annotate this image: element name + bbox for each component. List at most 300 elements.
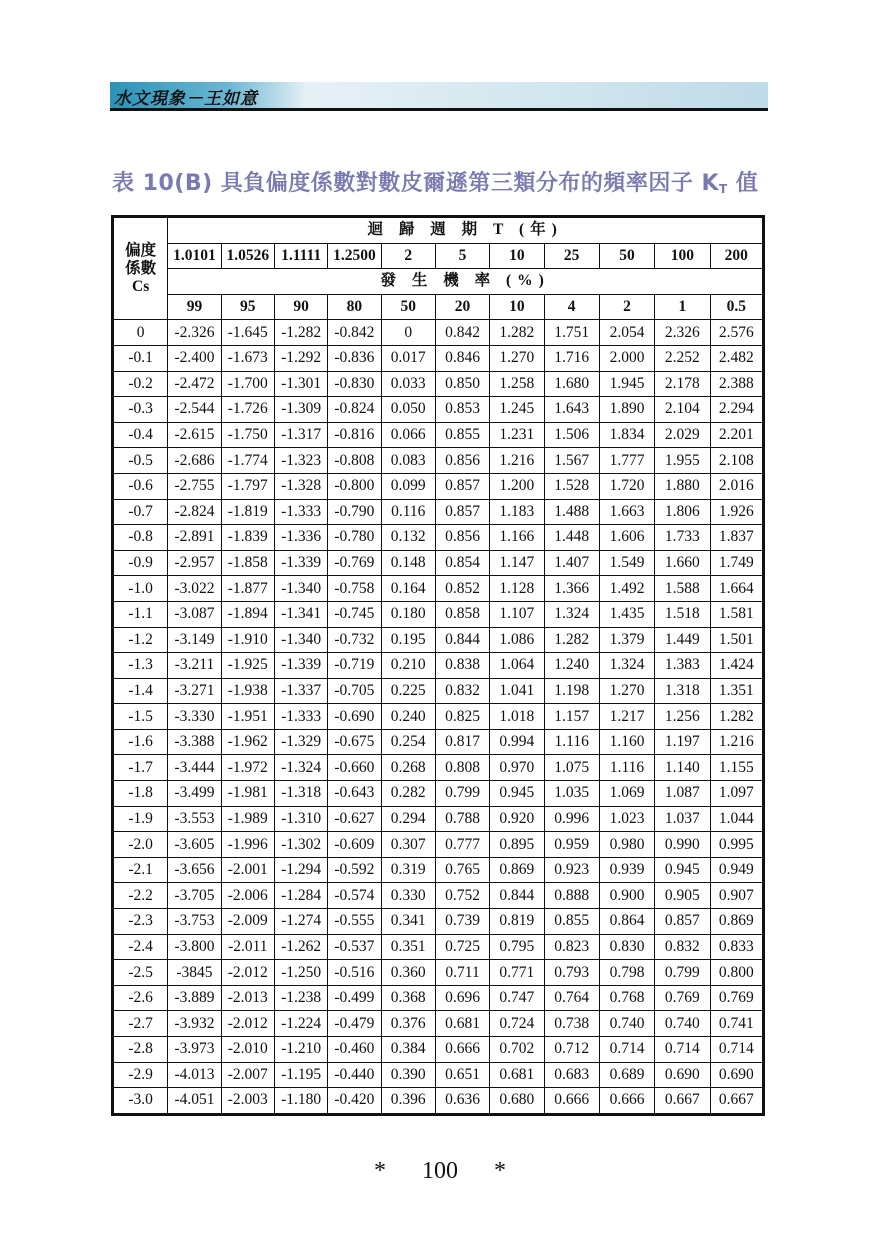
kt-value-cell: 0.696 xyxy=(435,985,489,1011)
table-row xyxy=(113,627,764,653)
kt-value-cell: 2.000 xyxy=(599,345,654,371)
kt-value-cell: 0.920 xyxy=(490,806,544,832)
kt-value-cell: -0.816 xyxy=(328,422,381,448)
kt-value-cell: 1.140 xyxy=(655,755,710,781)
kt-value-cell: 2.294 xyxy=(710,397,764,423)
kt-value-cell: 1.282 xyxy=(544,627,599,653)
kt-value-cell: -0.780 xyxy=(328,525,381,551)
kt-value-cell: 0.083 xyxy=(381,448,435,474)
kt-value-cell: 0.738 xyxy=(544,1011,599,1037)
kt-value-cell: 0.765 xyxy=(435,857,489,883)
kt-value-cell: 0.769 xyxy=(710,985,764,1011)
kt-value-cell: 1.166 xyxy=(490,525,544,551)
table-title-text: 表 10(B) 具負偏度係數對數皮爾遜第三類分布的頻率因子 K xyxy=(112,171,720,196)
kt-value-cell: -1.726 xyxy=(221,397,274,423)
skew-coefficient-cell: -1.2 xyxy=(113,627,168,653)
kt-value-cell: 1.282 xyxy=(490,320,544,346)
kt-value-cell: 0.714 xyxy=(599,1037,654,1063)
table-title-suffix: 值 xyxy=(727,171,759,196)
kt-value-cell: 0.769 xyxy=(655,985,710,1011)
kt-value-cell: 2.178 xyxy=(655,371,710,397)
kt-value-cell: -4.013 xyxy=(168,1062,221,1088)
kt-value-cell: -0.758 xyxy=(328,576,381,602)
kt-value-cell: 0.666 xyxy=(544,1088,599,1115)
kt-value-cell: 1.256 xyxy=(655,704,710,730)
skew-header-line3: Cs xyxy=(132,277,150,295)
kt-value-cell: 1.324 xyxy=(599,653,654,679)
kt-value-cell: 0.833 xyxy=(710,934,764,960)
kt-value-cell: 0.857 xyxy=(435,473,489,499)
kt-value-cell: 0.681 xyxy=(435,1011,489,1037)
table-row xyxy=(113,806,764,832)
skew-coefficient-cell: -0.7 xyxy=(113,499,168,525)
kt-value-cell: 1.506 xyxy=(544,422,599,448)
kt-value-cell: -1.180 xyxy=(274,1088,327,1115)
kt-value-cell: 2.016 xyxy=(710,473,764,499)
kt-value-cell: 0.844 xyxy=(490,883,544,909)
kt-value-cell: 0.651 xyxy=(435,1062,489,1088)
kt-value-cell: 0.905 xyxy=(655,883,710,909)
kt-value-cell: 1.128 xyxy=(490,576,544,602)
kt-value-cell: -1.294 xyxy=(274,857,327,883)
kt-value-cell: -2.686 xyxy=(168,448,221,474)
return-period-cell: 200 xyxy=(710,243,764,269)
skew-coefficient-cell: -1.8 xyxy=(113,781,168,807)
skew-coefficient-cell: -1.3 xyxy=(113,653,168,679)
table-row xyxy=(113,1088,764,1115)
kt-value-cell: -1.302 xyxy=(274,832,327,858)
kt-value-cell: 0.996 xyxy=(544,806,599,832)
kt-value-cell: 0.210 xyxy=(381,653,435,679)
kt-value-cell: 1.777 xyxy=(599,448,654,474)
kt-value-cell: 0.099 xyxy=(381,473,435,499)
kt-value-cell: 0.799 xyxy=(655,960,710,986)
kt-value-cell: 0.033 xyxy=(381,371,435,397)
kt-value-cell: -3.444 xyxy=(168,755,221,781)
kt-value-cell: 0.819 xyxy=(490,909,544,935)
skew-coefficient-cell: -2.4 xyxy=(113,934,168,960)
skew-coefficient-cell: -0.2 xyxy=(113,371,168,397)
kt-value-cell: -3.499 xyxy=(168,781,221,807)
kt-value-cell: 0.282 xyxy=(381,781,435,807)
kt-value-cell: 0.376 xyxy=(381,1011,435,1037)
kt-value-cell: 1.069 xyxy=(599,781,654,807)
skew-coefficient-cell: -0.6 xyxy=(113,473,168,499)
kt-value-cell: 0.368 xyxy=(381,985,435,1011)
table-row xyxy=(113,909,764,935)
kt-value-cell: 1.245 xyxy=(490,397,544,423)
table-row xyxy=(113,934,764,960)
kt-value-cell: 1.160 xyxy=(599,729,654,755)
kt-value-cell: -2.957 xyxy=(168,550,221,576)
kt-value-cell: 1.366 xyxy=(544,576,599,602)
kt-value-cell: -1.337 xyxy=(274,678,327,704)
kt-value-cell: -1.750 xyxy=(221,422,274,448)
table-row xyxy=(113,397,764,423)
skew-coefficient-cell: -2.3 xyxy=(113,909,168,935)
kt-value-cell: 0.711 xyxy=(435,960,489,986)
footer-star-right: * xyxy=(494,1158,506,1184)
kt-value-cell: -0.769 xyxy=(328,550,381,576)
kt-value-cell: -1.981 xyxy=(221,781,274,807)
kt-value-cell: 1.231 xyxy=(490,422,544,448)
kt-value-cell: 1.097 xyxy=(710,781,764,807)
kt-value-cell: 1.751 xyxy=(544,320,599,346)
kt-value-cell: 0.800 xyxy=(710,960,764,986)
kt-value-cell: 1.890 xyxy=(599,397,654,423)
kt-value-cell: 0.795 xyxy=(490,934,544,960)
kt-value-cell: -1.310 xyxy=(274,806,327,832)
kt-value-cell: -1.329 xyxy=(274,729,327,755)
kt-value-cell: 0.254 xyxy=(381,729,435,755)
skew-coefficient-cell: -0.4 xyxy=(113,422,168,448)
kt-value-cell: 1.424 xyxy=(710,653,764,679)
return-period-cell: 25 xyxy=(544,243,599,269)
kt-value-cell: -1.292 xyxy=(274,345,327,371)
kt-value-cell: -3.022 xyxy=(168,576,221,602)
kt-value-cell: 1.216 xyxy=(710,729,764,755)
kt-value-cell: 1.664 xyxy=(710,576,764,602)
kt-value-cell: 0.842 xyxy=(435,320,489,346)
kt-value-cell: -1.673 xyxy=(221,345,274,371)
kt-value-cell: 1.270 xyxy=(599,678,654,704)
skew-coefficient-cell: -2.5 xyxy=(113,960,168,986)
probability-cell: 0.5 xyxy=(710,294,764,320)
kt-value-cell: 1.147 xyxy=(490,550,544,576)
kt-value-cell: 0.360 xyxy=(381,960,435,986)
kt-value-cell: -3.889 xyxy=(168,985,221,1011)
kt-value-cell: 1.270 xyxy=(490,345,544,371)
kt-value-cell: 1.116 xyxy=(544,729,599,755)
kt-value-cell: 0.702 xyxy=(490,1037,544,1063)
page-number: 100 xyxy=(422,1158,458,1184)
kt-value-cell: -1.262 xyxy=(274,934,327,960)
kt-value-cell: 0.050 xyxy=(381,397,435,423)
kt-value-cell: -1.894 xyxy=(221,601,274,627)
kt-value-cell: 0.384 xyxy=(381,1037,435,1063)
kt-value-cell: 0.636 xyxy=(435,1088,489,1115)
kt-value-cell: 0.680 xyxy=(490,1088,544,1115)
return-period-cell: 1.2500 xyxy=(328,243,381,269)
kt-value-cell: 0.747 xyxy=(490,985,544,1011)
kt-value-cell: 1.449 xyxy=(655,627,710,653)
kt-value-cell: -0.574 xyxy=(328,883,381,909)
kt-value-cell: -0.705 xyxy=(328,678,381,704)
kt-value-cell: 0.823 xyxy=(544,934,599,960)
kt-value-cell: 2.201 xyxy=(710,422,764,448)
kt-value-cell: -1.989 xyxy=(221,806,274,832)
kt-value-cell: 1.018 xyxy=(490,704,544,730)
kt-value-cell: 1.501 xyxy=(710,627,764,653)
table-row xyxy=(113,781,764,807)
kt-value-cell: 0.980 xyxy=(599,832,654,858)
kt-value-cell: 0.667 xyxy=(710,1088,764,1115)
kt-value-cell: -1.700 xyxy=(221,371,274,397)
kt-value-cell: -1.333 xyxy=(274,499,327,525)
kt-value-cell: -1.645 xyxy=(221,320,274,346)
kt-value-cell: 1.945 xyxy=(599,371,654,397)
kt-value-cell: 0.855 xyxy=(435,422,489,448)
kt-value-cell: -0.592 xyxy=(328,857,381,883)
kt-value-cell: -1.238 xyxy=(274,985,327,1011)
skew-coefficient-cell: -2.8 xyxy=(113,1037,168,1063)
kt-value-cell: 0.949 xyxy=(710,857,764,883)
kt-value-cell: 1.660 xyxy=(655,550,710,576)
table-row xyxy=(113,729,764,755)
kt-value-cell: 2.252 xyxy=(655,345,710,371)
kt-value-cell: -2.891 xyxy=(168,525,221,551)
kt-value-cell: 0.853 xyxy=(435,397,489,423)
kt-value-cell: 1.200 xyxy=(490,473,544,499)
kt-value-cell: -2.326 xyxy=(168,320,221,346)
kt-value-cell: 0.240 xyxy=(381,704,435,730)
kt-value-cell: 2.029 xyxy=(655,422,710,448)
kt-value-cell: 1.157 xyxy=(544,704,599,730)
kt-value-cell: -0.824 xyxy=(328,397,381,423)
kt-value-cell: 1.749 xyxy=(710,550,764,576)
probability-cell: 20 xyxy=(435,294,489,320)
return-period-cell: 10 xyxy=(490,243,544,269)
skew-coefficient-cell: -1.1 xyxy=(113,601,168,627)
table-body xyxy=(113,320,764,1114)
kt-value-cell: -2.012 xyxy=(221,960,274,986)
kt-value-cell: -0.719 xyxy=(328,653,381,679)
kt-value-cell: -1.324 xyxy=(274,755,327,781)
kt-value-cell: 1.035 xyxy=(544,781,599,807)
table-row xyxy=(113,678,764,704)
kt-value-cell: 1.588 xyxy=(655,576,710,602)
kt-value-cell: -2.009 xyxy=(221,909,274,935)
kt-value-cell: 1.716 xyxy=(544,345,599,371)
kt-value-cell: -1.282 xyxy=(274,320,327,346)
skew-coefficient-cell: 0 xyxy=(113,320,168,346)
kt-value-cell: -1.819 xyxy=(221,499,274,525)
skew-coefficient-cell: -2.0 xyxy=(113,832,168,858)
kt-value-cell: -1.925 xyxy=(221,653,274,679)
kt-value-cell: -0.830 xyxy=(328,371,381,397)
kt-value-cell: -0.440 xyxy=(328,1062,381,1088)
table-row xyxy=(113,601,764,627)
table-row xyxy=(113,345,764,371)
kt-value-cell: 0.857 xyxy=(655,909,710,935)
kt-value-cell: 0.869 xyxy=(490,857,544,883)
kt-value-cell: -1.336 xyxy=(274,525,327,551)
kt-value-cell: -0.790 xyxy=(328,499,381,525)
kt-value-cell: 1.448 xyxy=(544,525,599,551)
kt-value-cell: 1.549 xyxy=(599,550,654,576)
kt-value-cell: 0.164 xyxy=(381,576,435,602)
kt-value-cell: 0.907 xyxy=(710,883,764,909)
kt-value-cell: 1.217 xyxy=(599,704,654,730)
kt-value-cell: -3.705 xyxy=(168,883,221,909)
kt-value-cell: 0.771 xyxy=(490,960,544,986)
kt-value-cell: 0.869 xyxy=(710,909,764,935)
kt-value-cell: 0.741 xyxy=(710,1011,764,1037)
kt-value-cell: 1.216 xyxy=(490,448,544,474)
kt-value-cell: -3.388 xyxy=(168,729,221,755)
kt-value-cell: 1.324 xyxy=(544,601,599,627)
table-row xyxy=(113,1011,764,1037)
kt-value-cell: -2.006 xyxy=(221,883,274,909)
kt-value-cell: 1.087 xyxy=(655,781,710,807)
kt-value-cell: -0.479 xyxy=(328,1011,381,1037)
table-row xyxy=(113,883,764,909)
kt-value-cell: 0.798 xyxy=(599,960,654,986)
kt-value-cell: 0.725 xyxy=(435,934,489,960)
kt-value-cell: 1.282 xyxy=(710,704,764,730)
kt-value-cell: 1.197 xyxy=(655,729,710,755)
kt-value-cell: 1.880 xyxy=(655,473,710,499)
kt-value-cell: -0.745 xyxy=(328,601,381,627)
skew-coefficient-cell: -2.9 xyxy=(113,1062,168,1088)
kt-value-cell: -1.839 xyxy=(221,525,274,551)
kt-value-cell: 0.666 xyxy=(435,1037,489,1063)
kt-value-cell: 0.793 xyxy=(544,960,599,986)
kt-value-cell: -4.051 xyxy=(168,1088,221,1115)
skew-coefficient-cell: -2.2 xyxy=(113,883,168,909)
kt-value-cell: -3.211 xyxy=(168,653,221,679)
kt-value-cell: 1.806 xyxy=(655,499,710,525)
kt-value-cell: 0.768 xyxy=(599,985,654,1011)
kt-value-cell: -1.224 xyxy=(274,1011,327,1037)
kt-value-cell: -0.537 xyxy=(328,934,381,960)
return-period-cell: 1.0101 xyxy=(168,243,221,269)
kt-value-cell: 0.970 xyxy=(490,755,544,781)
kt-value-cell: 1.528 xyxy=(544,473,599,499)
kt-value-cell: -0.842 xyxy=(328,320,381,346)
kt-value-cell: 0.850 xyxy=(435,371,489,397)
kt-value-cell: -1.274 xyxy=(274,909,327,935)
kt-value-cell: 0.066 xyxy=(381,422,435,448)
table-title-subscript: T xyxy=(719,182,728,196)
kt-value-cell: 0.830 xyxy=(599,934,654,960)
kt-value-cell: 0.856 xyxy=(435,525,489,551)
table-row xyxy=(113,960,764,986)
kt-value-cell: -3.271 xyxy=(168,678,221,704)
kt-value-cell: 0.351 xyxy=(381,934,435,960)
kt-value-cell: -3.753 xyxy=(168,909,221,935)
kt-value-cell: 0.148 xyxy=(381,550,435,576)
table-row xyxy=(113,755,764,781)
kt-value-cell: 1.037 xyxy=(655,806,710,832)
kt-value-cell: 0.307 xyxy=(381,832,435,858)
kt-value-cell: -3.656 xyxy=(168,857,221,883)
probability-cell: 90 xyxy=(274,294,327,320)
kt-value-cell: 0.994 xyxy=(490,729,544,755)
kt-value-cell: 0.808 xyxy=(435,755,489,781)
skew-coefficient-cell: -1.9 xyxy=(113,806,168,832)
table-row xyxy=(113,473,764,499)
kt-value-cell: -2.400 xyxy=(168,345,221,371)
skew-coefficient-cell: -1.4 xyxy=(113,678,168,704)
kt-value-cell: 0.858 xyxy=(435,601,489,627)
kt-value-cell: 0.923 xyxy=(544,857,599,883)
skew-coefficient-cell: -1.7 xyxy=(113,755,168,781)
kt-value-cell: 0.764 xyxy=(544,985,599,1011)
kt-value-cell: 2.388 xyxy=(710,371,764,397)
probability-cell: 80 xyxy=(328,294,381,320)
kt-value-cell: 0.838 xyxy=(435,653,489,679)
kt-value-cell: 1.075 xyxy=(544,755,599,781)
table-row xyxy=(113,576,764,602)
kt-value-cell: -2.010 xyxy=(221,1037,274,1063)
kt-value-cell: 0.666 xyxy=(599,1088,654,1115)
kt-value-cell: 0.690 xyxy=(655,1062,710,1088)
kt-value-cell: 1.488 xyxy=(544,499,599,525)
probability-cell: 99 xyxy=(168,294,221,320)
kt-value-cell: -1.328 xyxy=(274,473,327,499)
table-row xyxy=(113,320,764,346)
kt-value-cell: 0.900 xyxy=(599,883,654,909)
kt-value-cell: 0.844 xyxy=(435,627,489,653)
kt-value-cell: 0.740 xyxy=(599,1011,654,1037)
kt-value-cell: 0.689 xyxy=(599,1062,654,1088)
kt-value-cell: 0.990 xyxy=(655,832,710,858)
probability-cell: 10 xyxy=(490,294,544,320)
kt-value-cell: 1.023 xyxy=(599,806,654,832)
kt-value-cell: -3.553 xyxy=(168,806,221,832)
skew-coefficient-cell: -0.9 xyxy=(113,550,168,576)
kt-value-cell: 1.198 xyxy=(544,678,599,704)
kt-value-cell: 0.855 xyxy=(544,909,599,935)
return-period-cell: 2 xyxy=(381,243,435,269)
kt-value-cell: 1.240 xyxy=(544,653,599,679)
kt-value-cell: -1.341 xyxy=(274,601,327,627)
return-period-cell: 1.0526 xyxy=(221,243,274,269)
skew-coefficient-cell: -1.6 xyxy=(113,729,168,755)
table-row xyxy=(113,832,764,858)
return-period-cell: 5 xyxy=(435,243,489,269)
skew-coefficient-cell: -1.0 xyxy=(113,576,168,602)
kt-value-cell: 2.576 xyxy=(710,320,764,346)
kt-value-cell: 0.857 xyxy=(435,499,489,525)
kt-value-cell: -1.195 xyxy=(274,1062,327,1088)
skew-header-line1: 偏度 xyxy=(125,241,157,259)
kt-value-cell: -0.675 xyxy=(328,729,381,755)
kt-value-cell: 0.714 xyxy=(710,1037,764,1063)
kt-value-cell: -2.013 xyxy=(221,985,274,1011)
kt-value-cell: 0.864 xyxy=(599,909,654,935)
table-row xyxy=(113,857,764,883)
kt-value-cell: 0.788 xyxy=(435,806,489,832)
kt-value-cell: -2.615 xyxy=(168,422,221,448)
kt-value-cell: -3.087 xyxy=(168,601,221,627)
kt-value-cell: 0.852 xyxy=(435,576,489,602)
kt-value-cell: 0.396 xyxy=(381,1088,435,1115)
kt-value-cell: 1.567 xyxy=(544,448,599,474)
kt-value-cell: 0.017 xyxy=(381,345,435,371)
table-row xyxy=(113,550,764,576)
kt-value-cell: 0.690 xyxy=(710,1062,764,1088)
kt-value-cell: 0.777 xyxy=(435,832,489,858)
kt-value-cell: -1.340 xyxy=(274,576,327,602)
skew-coefficient-cell: -3.0 xyxy=(113,1088,168,1115)
kt-value-cell: 1.492 xyxy=(599,576,654,602)
kt-value-cell: -1.323 xyxy=(274,448,327,474)
table-row xyxy=(113,422,764,448)
kt-value-cell: 1.643 xyxy=(544,397,599,423)
running-header-bar xyxy=(110,82,768,111)
kt-value-cell: 0.945 xyxy=(655,857,710,883)
table-row xyxy=(113,1037,764,1063)
kt-value-cell: 1.183 xyxy=(490,499,544,525)
kt-value-cell: -2.011 xyxy=(221,934,274,960)
skew-coefficient-cell: -2.7 xyxy=(113,1011,168,1037)
kt-value-cell: -0.732 xyxy=(328,627,381,653)
kt-value-cell: -0.643 xyxy=(328,781,381,807)
kt-value-cell: -1.972 xyxy=(221,755,274,781)
kt-value-cell: 0.752 xyxy=(435,883,489,909)
